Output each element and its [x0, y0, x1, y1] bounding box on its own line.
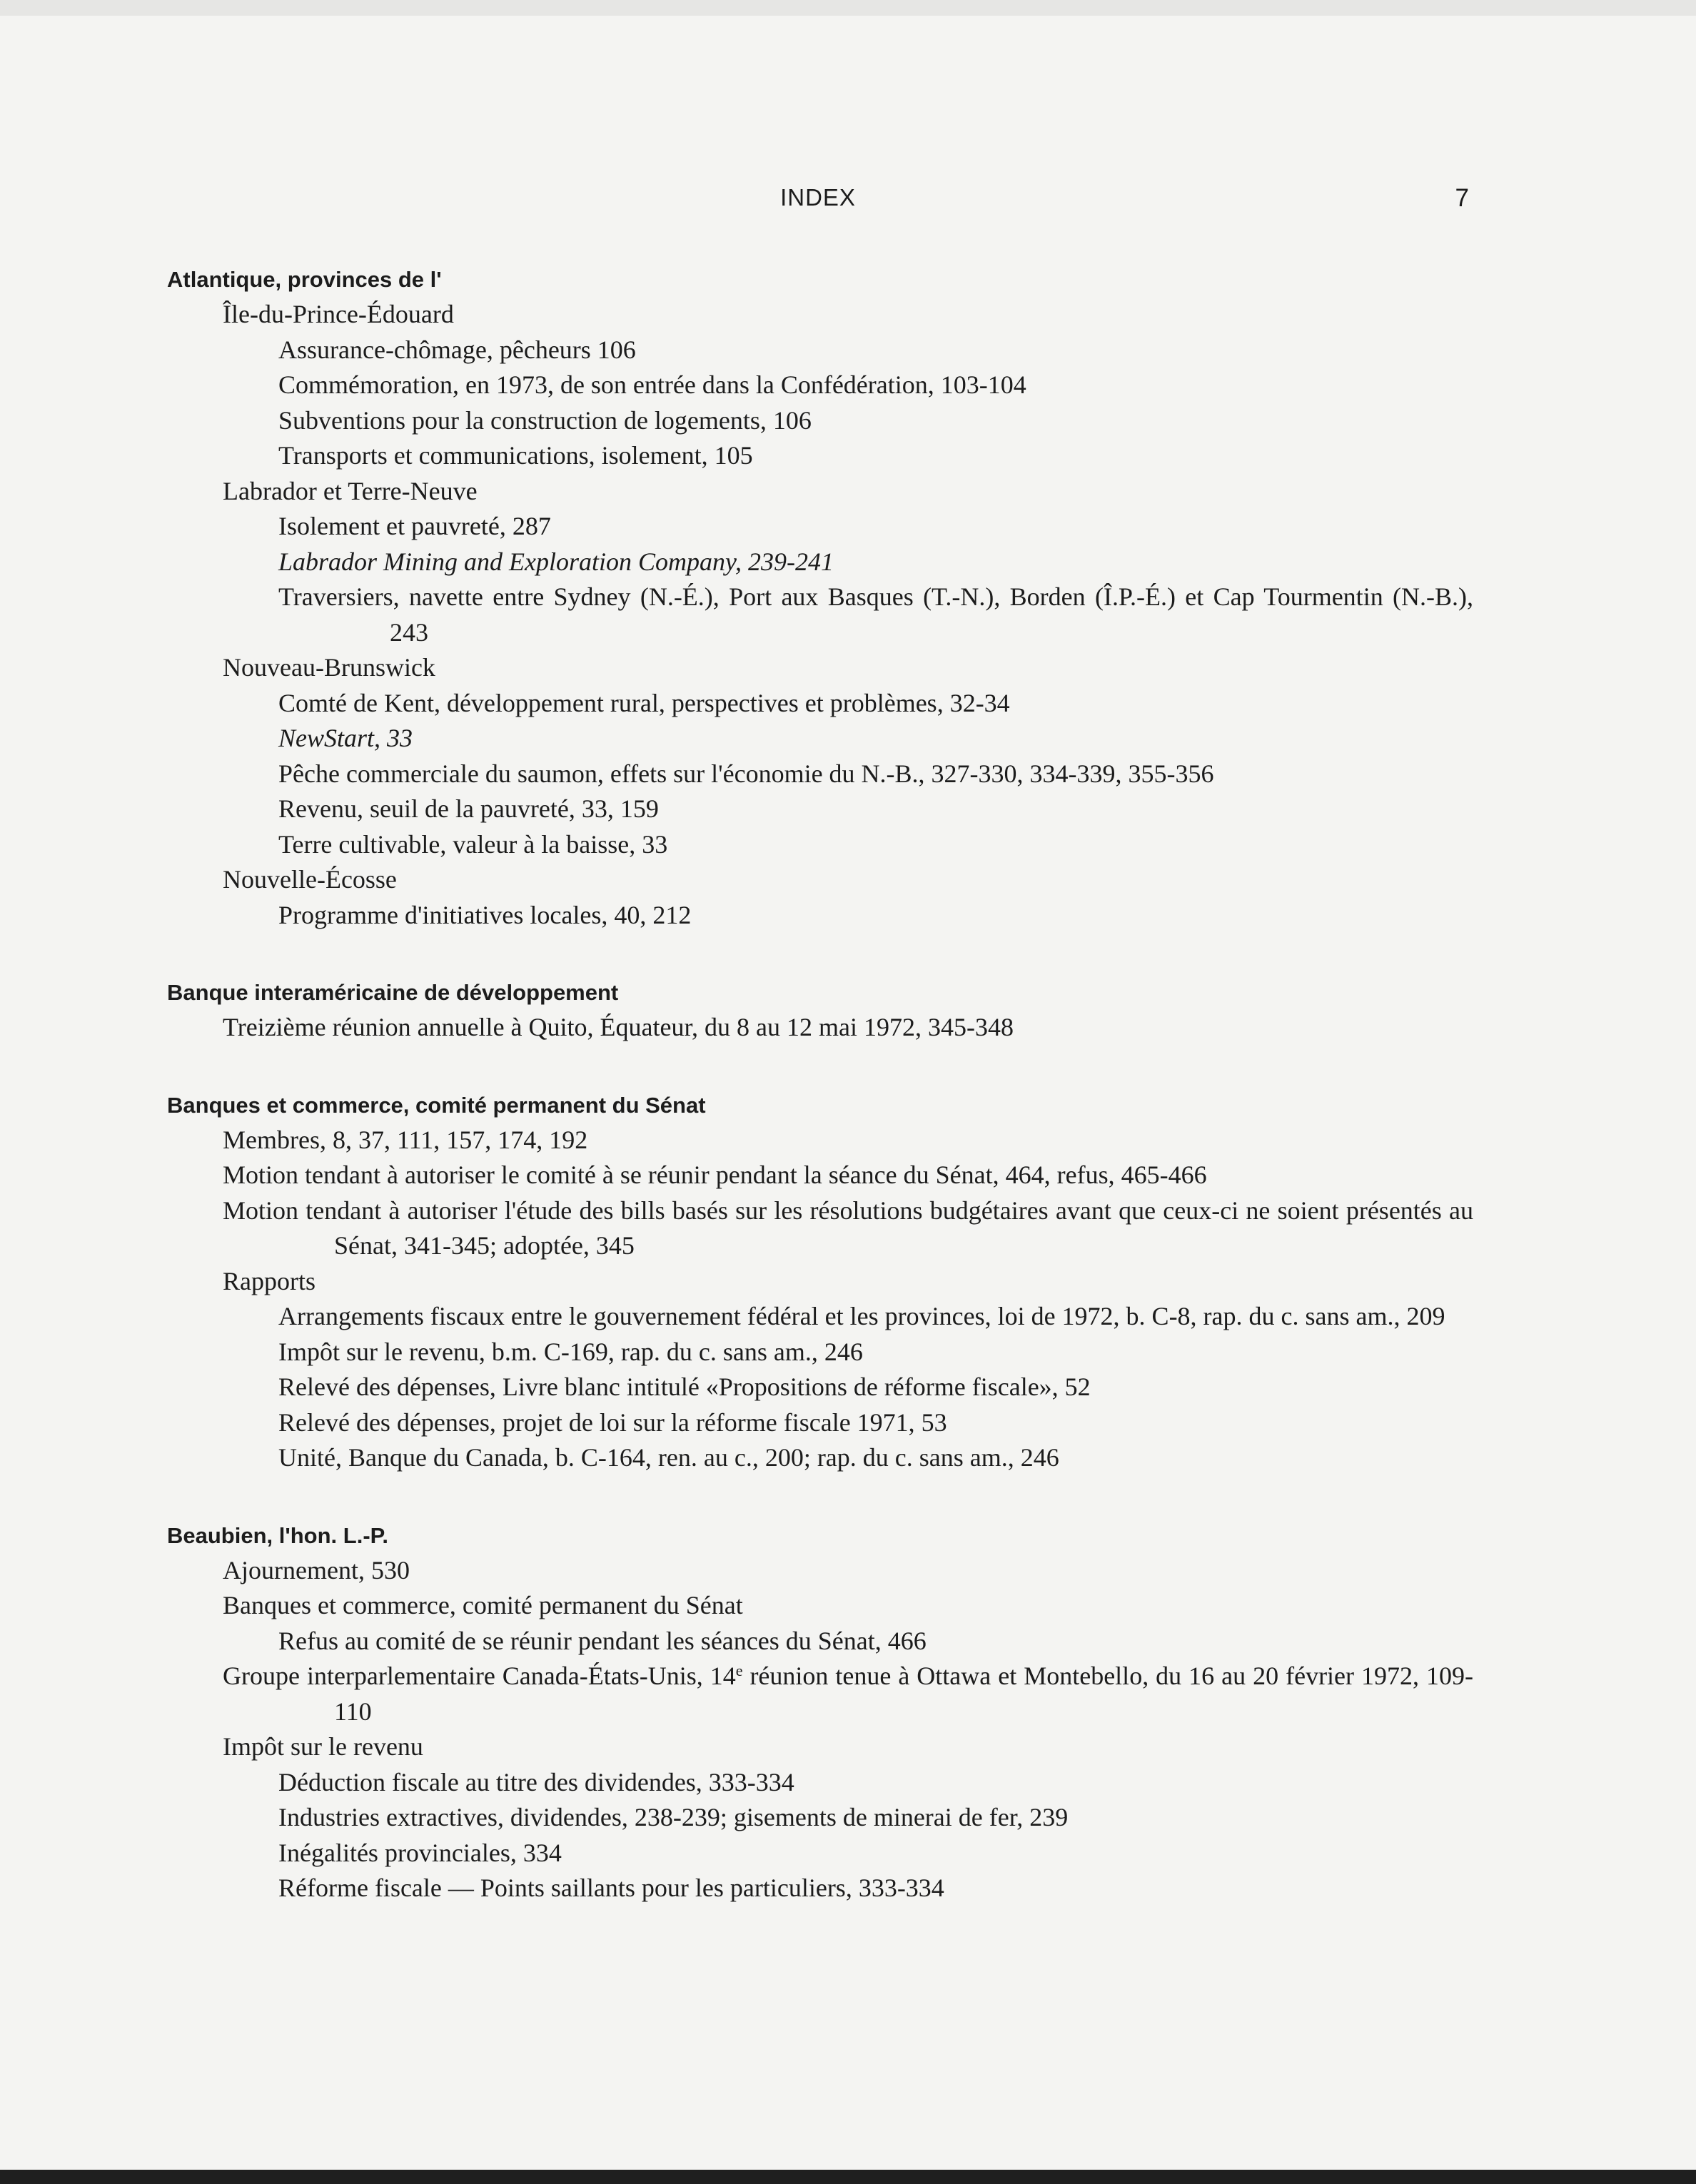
groupe-text-before: Groupe interparlementaire Canada-États-Unis, 14 [223, 1662, 736, 1690]
index-entry-beaubien [167, 1519, 1473, 1906]
index-entry-atlantique [167, 263, 1473, 933]
newstart-text: NewStart, 33 [278, 724, 413, 752]
entry-heading: Banque interaméricaine de développement [167, 980, 619, 1005]
subsubentry: Inégalités provinciales, 334 [278, 1838, 562, 1867]
subsubentry: Transports et communications, isolement, 105 [278, 441, 753, 470]
subentry: Motion tendant à autoriser le comité à se réunir pendant la séance du Sénat, 464, refus, 465-466 [223, 1161, 1207, 1189]
subentry: Nouveau-Brunswick [223, 653, 435, 682]
subentry: Membres, 8, 37, 111, 157, 174, 192 [223, 1125, 588, 1154]
subsubentry: Traversiers, navette entre Sydney (N.-É.), Port aux Basques (T.-N.), Borden (Î.P.-É.) et Cap Tourmentin (N.-B.), 243 [278, 582, 1473, 647]
subentry: Labrador et Terre-Neuve [223, 476, 478, 505]
subsubentry: Commémoration, en 1973, de son entrée dans la Confédération, 103-104 [278, 370, 1026, 399]
subentry: Treizième réunion annuelle à Quito, Équateur, du 8 au 12 mai 1972, 345-348 [223, 1013, 1014, 1041]
subentry [223, 1659, 1473, 1729]
subentry: Banques et commerce, comité permanent du Sénat [223, 1591, 743, 1619]
page-header [167, 184, 1469, 220]
index-entry-banque-interamericaine [167, 976, 1473, 1046]
index-entry-banques-commerce [167, 1088, 1473, 1476]
subsubentry: Réforme fiscale — Points saillants pour les particuliers, 333-334 [278, 1874, 944, 1902]
subsubentry: Assurance-chômage, pêcheurs 106 [278, 335, 636, 364]
index-content [167, 263, 1473, 1949]
groupe-text-after: réunion tenue à Ottawa et Montebello, du 16 au 20 février 1972, 109-110 [334, 1662, 1473, 1726]
subsubentry: Déduction fiscale au titre des dividendes, 333-334 [278, 1767, 794, 1796]
entry-heading: Atlantique, provinces de l' [167, 267, 442, 292]
scan-bottom-edge [0, 2170, 1696, 2184]
superscript: e [735, 1662, 743, 1679]
subsubentry: Refus au comité de se réunir pendant les séances du Sénat, 466 [278, 1626, 927, 1655]
page-title: INDEX [780, 184, 856, 211]
subsubentry: Labrador Mining and Exploration Company, 239-241 [278, 547, 834, 576]
subsubentry: Subventions pour la construction de logements, 106 [278, 405, 812, 435]
subsubentry: Industries extractives, dividendes, 238-239; gisements de minerai de fer, 239 [278, 1803, 1069, 1831]
subsubentry: Unité, Banque du Canada, b. C-164, ren. au c., 200; rap. du c. sans am., 246 [278, 1443, 1059, 1472]
subentry: Rapports [223, 1266, 316, 1295]
subsubentry: Relevé des dépenses, Livre blanc intitulé «Propositions de réforme fiscale», 52 [278, 1372, 1091, 1401]
subsubentry: Comté de Kent, développement rural, perspectives et problèmes, 32-34 [278, 688, 1010, 717]
subsubentry [278, 721, 1473, 757]
subsubentry: Isolement et pauvreté, 287 [278, 512, 551, 540]
subsubentry: Arrangements fiscaux entre le gouvernement fédéral et les provinces, loi de 1972, b. C-8, rap. du c. sans am., 209 [278, 1302, 1445, 1330]
subsubentry: Pêche commerciale du saumon, effets sur l'économie du N.-B., 327-330, 334-339, 355-356 [278, 759, 1214, 788]
subsubentry: Impôt sur le revenu, b.m. C-169, rap. du c. sans am., 246 [278, 1337, 863, 1366]
subentry: Motion tendant à autoriser l'étude des bills basés sur les résolutions budgétaires avant que ceux-ci ne soient présentés au Sénat, 341-345; adoptée, 345 [223, 1195, 1473, 1260]
scan-top-edge [0, 0, 1696, 16]
entry-heading: Beaubien, l'hon. L.-P. [167, 1522, 388, 1548]
page-number: 7 [1455, 184, 1469, 212]
subsubentry: Terre cultivable, valeur à la baisse, 33 [278, 829, 668, 859]
entry-heading: Banques et commerce, comité permanent du Sénat [167, 1092, 706, 1118]
subentry: Île-du-Prince-Édouard [223, 300, 454, 328]
subentry: Nouvelle-Écosse [223, 865, 397, 894]
subsubentry: Revenu, seuil de la pauvreté, 33, 159 [278, 794, 659, 823]
subentry: Ajournement, 530 [223, 1555, 410, 1584]
subentry: Impôt sur le revenu [223, 1732, 423, 1761]
subsubentry: Relevé des dépenses, projet de loi sur la réforme fiscale 1971, 53 [278, 1407, 947, 1437]
subsubentry: Programme d'initiatives locales, 40, 212 [278, 900, 692, 929]
